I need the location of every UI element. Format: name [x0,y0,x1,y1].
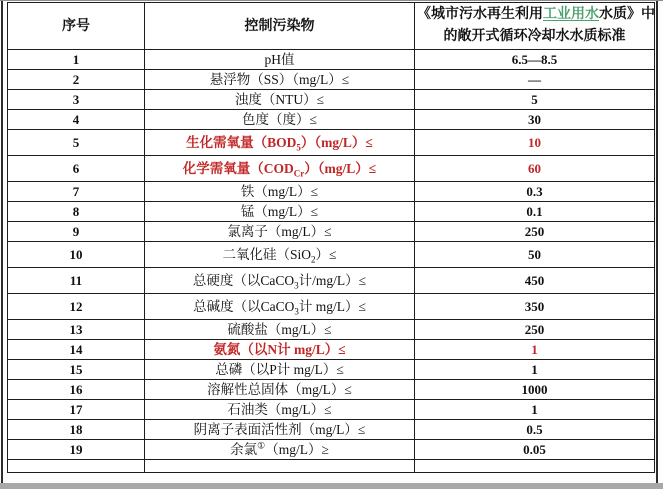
standard-value-cell: 350 [415,294,655,320]
table-row [8,360,655,380]
pollutant-cell: 总硬度（以CaCO$_3$计/mg/L）≤ [145,268,415,294]
pollutant-cell: 总碱度（以CaCO$_3$计 mg/L）≤ [145,294,415,320]
standard-value-cell: 1000 [415,380,655,400]
pollutant-cell: 生化需氧量$(BOD_5)(mg/L)\le$ [145,130,415,156]
table-row [8,156,655,182]
serial-cell: 15 [8,360,145,380]
pollutant-cell: 二氧化硅（SiO$_2$）≤ [145,242,415,268]
standard-value-cell: 0.5 [415,420,655,440]
pollutant-cell: 硫酸盐（mg/L）≤ [145,320,415,340]
pollutant-cell: 阴离子表面活性剂（mg/L）≤ [145,420,415,440]
standard-value-cell: 0.05 [415,440,655,460]
industrial-water-link[interactable]: 工业用水 [543,7,599,22]
standard-value-cell: 30 [415,110,655,130]
pollutant-cell: 浊度（NTU）≤ [145,90,415,110]
header-col-pollutant: 控制污染物 [145,3,415,50]
standard-value-cell: 60 [415,156,655,182]
standard-value-cell: — [415,70,655,90]
standard-value-cell: 1 [415,400,655,420]
partial-row [8,460,655,473]
table-row [8,294,655,320]
table-row [8,130,655,156]
standard-title-line2: 的敞开式循环冷却水水质标准 [443,29,626,44]
table-row [8,242,655,268]
table-row [8,70,655,90]
serial-cell: 3 [8,90,145,110]
pollutant-cell: 悬浮物（SS）（mg/L）≤ [145,70,415,90]
water-quality-table [7,2,655,473]
serial-cell: 8 [8,202,145,222]
standard-value-cell: 1 [415,340,655,360]
serial-cell: 19 [8,440,145,460]
serial-cell: 1 [8,50,145,70]
pollutant-cell: pH值 [145,50,415,70]
table-row [8,50,655,70]
standard-title-line1 [417,4,655,26]
header-row [8,3,655,50]
pollutant-cell: 铁（mg/L）≤ [145,182,415,202]
pollutant-cell: 余氯①（mg/L）≥ [145,440,415,460]
serial-cell: 12 [8,294,145,320]
page-edge-left [1,1,3,483]
serial-cell: 13 [8,320,145,340]
standard-value-cell: 50 [415,242,655,268]
header-col-standard [415,3,655,50]
pollutant-cell: 氨氮（以N计 mg/L）≤ [145,340,415,360]
table-row [8,400,655,420]
pollutant-cell: 溶解性总固体（mg/L）≤ [145,380,415,400]
page-edge-right [656,1,658,483]
serial-cell: 4 [8,110,145,130]
table-row [8,340,655,360]
standard-title-post: 水质》中 [599,7,655,22]
serial-cell: 2 [8,70,145,90]
standard-value-cell: 6.5—8.5 [415,50,655,70]
standard-value-cell: 0.3 [415,182,655,202]
standard-value-cell: 5 [415,90,655,110]
table-body [8,50,655,473]
table-row [8,110,655,130]
pollutant-cell: 锰（mg/L）≤ [145,202,415,222]
pollutant-cell: 氯离子（mg/L）≤ [145,222,415,242]
page-edge-bottom [0,483,663,489]
table-row [8,268,655,294]
standard-value-cell: 250 [415,320,655,340]
table-row [8,320,655,340]
serial-cell: 9 [8,222,145,242]
table-row [8,202,655,222]
serial-cell: 17 [8,400,145,420]
page-edge-top [0,0,663,1]
empty-cell [415,460,655,473]
standard-value-cell: 1 [415,360,655,380]
serial-cell: 14 [8,340,145,360]
standard-value-cell: 250 [415,222,655,242]
table-row [8,380,655,400]
table-row [8,90,655,110]
standard-value-cell: 0.1 [415,202,655,222]
pollutant-cell: 化学需氧量$(COD_{Cr})(mg/L)\le$ [145,156,415,182]
table-row [8,222,655,242]
pollutant-cell: 总磷（以P计 mg/L）≤ [145,360,415,380]
empty-cell [145,460,415,473]
serial-cell: 6 [8,156,145,182]
serial-cell: 10 [8,242,145,268]
serial-cell: 11 [8,268,145,294]
standard-value-cell: 450 [415,268,655,294]
table-row [8,420,655,440]
standard-title-pre: 《城市污水再生利用 [417,7,543,22]
table-row [8,182,655,202]
standard-value-cell: 10 [415,130,655,156]
serial-cell: 7 [8,182,145,202]
pollutant-cell: 色度（度）≤ [145,110,415,130]
pollutant-cell: 石油类（mg/L）≤ [145,400,415,420]
header-col-serial: 序号 [8,3,145,50]
serial-cell: 16 [8,380,145,400]
table-row [8,440,655,460]
serial-cell: 18 [8,420,145,440]
serial-cell: 5 [8,130,145,156]
empty-cell [8,460,145,473]
